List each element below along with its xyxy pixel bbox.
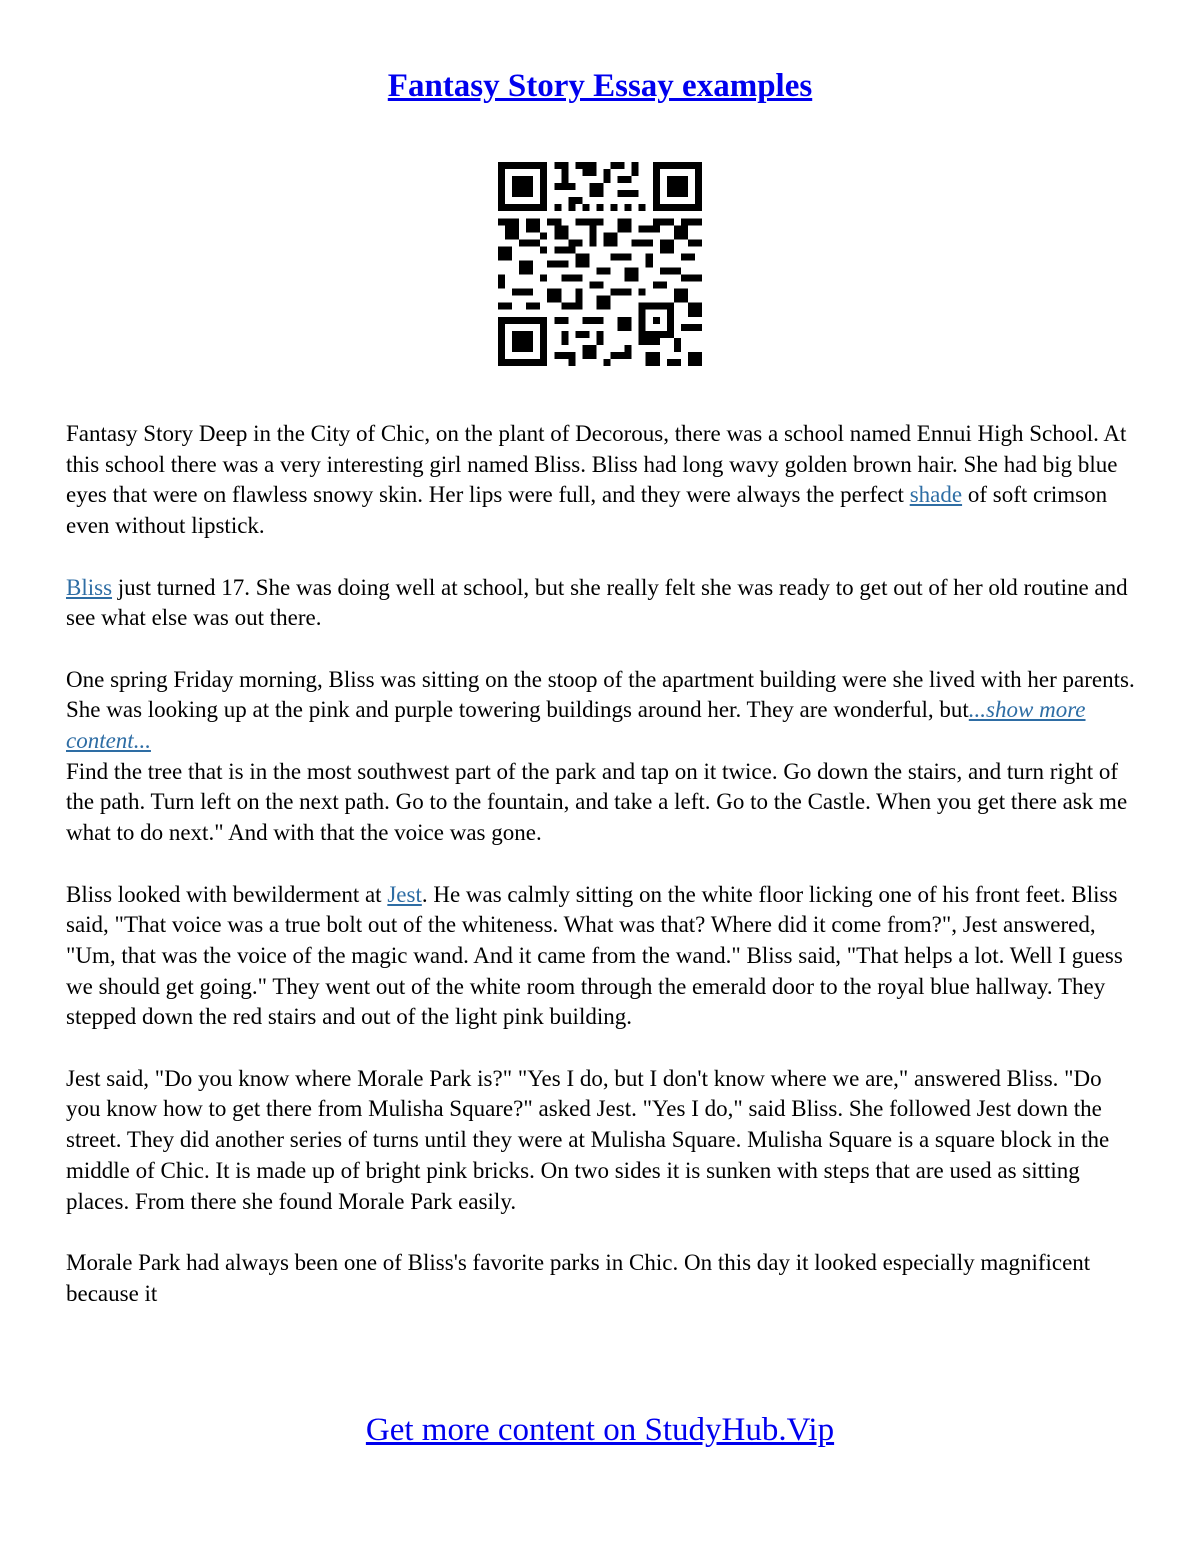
shade-link[interactable]: shade [909, 482, 963, 508]
title-link[interactable]: Fantasy Story Essay examples [387, 68, 813, 104]
paragraph-5-text-a: Bliss looked with bewilderment at [66, 881, 388, 907]
paragraph-3 [66, 665, 1136, 757]
qr-code-icon [498, 162, 702, 366]
paragraph-2-text: just turned 17. She was doing well at school, but she really felt she was ready to get out of her old routine and see what else was out there. [66, 574, 1128, 631]
paragraph-1-text-b: of soft crimson even without lipstick. [66, 482, 1108, 539]
paragraph-5 [66, 880, 1136, 1034]
paragraph-3-text: One spring Friday morning, Bliss was sitting on the stoop of the apartment building were she lived with her parents. She was looking up at the pink and purple towering buildings around her. They are wonderful, but [66, 666, 1135, 723]
paragraph-7: Morale Park had always been one of Bliss's favorite parks in Chic. On this day it looked especially magnificent because it [66, 1249, 1091, 1306]
qr-code-graphic [498, 162, 702, 366]
bliss-link[interactable]: Bliss [66, 574, 113, 600]
paragraph-5-text-b: . He was calmly sitting on the white floor licking one of his front feet. Bliss said, "That voice was a true bolt out of the whiteness. What was that? Where did it come from?", Jest answered, "Um, that was the voice of the magic wand. And it came from the wand." Bliss said, "That helps a lot. Well I guess we should get going." They went out of the white room through the emerald door to the royal blue hallway. They stepped down the red stairs and out of the light pink building. [66, 881, 1123, 1030]
essay-body [66, 419, 1136, 1340]
paragraph-2 [66, 573, 1136, 634]
paragraph-6: Jest said, "Do you know where Morale Park is?" "Yes I do, but I don't know where we are," answered Bliss. "Do you know how to get there from Mulisha Square?" asked Jest. "Yes I do," said Bliss. She followed Jest down the street. They did another series of turns until they were at Mulisha Square. Mulisha Square is a square block in the middle of Chic. It is made up of bright pink bricks. On two sides it is sunken with steps that are used as sitting places. From there she found Morale Park easily. [66, 1065, 1110, 1214]
show-more-link[interactable]: ...show more content... [66, 697, 1086, 753]
paragraph-1-text-a: Fantasy Story Deep in the City of Chic, on the plant of Decorous, there was a school named Ennui High School. At this school there was a very interesting girl named Bliss. Bliss had long wavy golden brown hair. She had big blue eyes that were on flawless snowy skin. Her lips were full, and they were always the perfect [66, 421, 1127, 508]
get-more-content-link[interactable]: Get more content on StudyHub.Vip [365, 1412, 835, 1448]
footer [0, 1408, 1200, 1452]
document-title [0, 66, 1200, 106]
paragraph-1 [66, 419, 1136, 542]
jest-link[interactable]: Jest [387, 881, 422, 907]
paragraph-4: Find the tree that is in the most southwest part of the park and tap on it twice. Go down the stairs, and turn right of the path. Turn left on the next path. Go to the fountain, and take a left. Go to the Castle. When you get there ask me what to do next." And with that the voice was gone. [66, 758, 1128, 846]
